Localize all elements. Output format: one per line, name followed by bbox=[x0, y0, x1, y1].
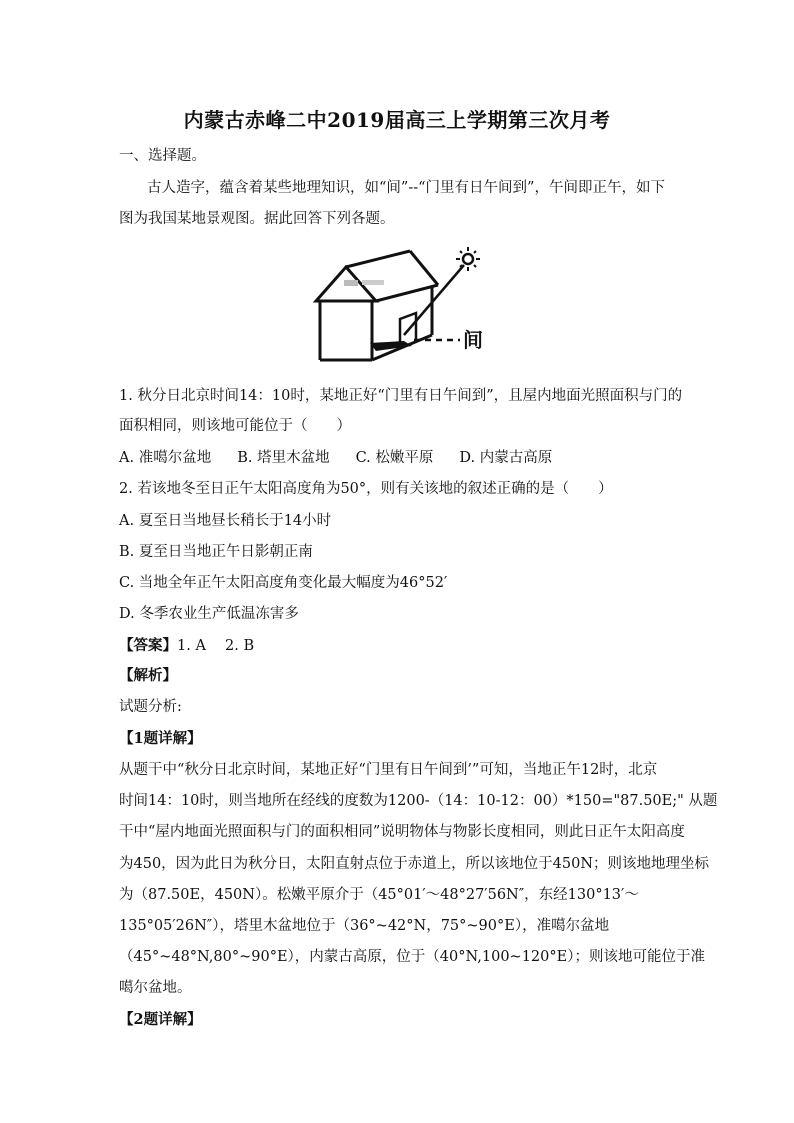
q1-option-c: C. 松嫩平原 bbox=[355, 450, 434, 466]
analysis-label: 【解析】 bbox=[119, 667, 177, 684]
intro-line-2: 图为我国某地景观图。据此回答下列各题。 bbox=[119, 211, 395, 227]
page-title: 内蒙古赤峰二中2019届高三上学期第三次月考 bbox=[183, 108, 611, 132]
q2-option-a: A. 夏至日当地昼长稍长于14小时 bbox=[119, 513, 332, 529]
detail-1-line-7: （45°~48°N,80°~90°E），内蒙古高原，位于（40°N,100~120°E）；则该地可能位于准 bbox=[119, 949, 705, 965]
detail-1-line-5: 为（87.50E，450N）。松嫩平原介于（45°01′～48°27′56N″，东经130°13′～ bbox=[119, 887, 639, 903]
q1-stem-line-1: 1. 秋分日北京时间14：10时，某地正好“门里有日午间到”，且屋内地面光照面积与门的 bbox=[119, 388, 683, 404]
q2-option-d: D. 冬季农业生产低温冻害多 bbox=[119, 606, 299, 622]
q1-option-b: B. 塔里木盆地 bbox=[237, 450, 330, 466]
q1-options bbox=[119, 446, 578, 467]
analysis-subheading: 试题分析: bbox=[119, 699, 182, 715]
detail-1-label: 【1题详解】 bbox=[119, 730, 202, 747]
intro-line-1: 古人造字，蕴含着某些地理知识，如“间”--“门里有日午间到”，午间即正午，如下 bbox=[147, 180, 665, 196]
q2-option-c: C. 当地全年正午太阳高度角变化最大幅度为46°52′ bbox=[119, 575, 448, 591]
q2-stem: 2. 若该地冬至日正午太阳高度角为50°，则有关该地的叙述正确的是（ ） bbox=[119, 481, 613, 497]
q1-option-d: D. 内蒙古高原 bbox=[459, 450, 553, 466]
house-illustration bbox=[300, 243, 500, 368]
answer-text: 1. A 2. B bbox=[177, 638, 255, 654]
detail-1-line-3: 干中“屋内地面光照面积与门的面积相同”说明物体与物影长度相同，则此日正午太阳高度 bbox=[119, 824, 685, 840]
sun-icon bbox=[456, 247, 480, 271]
house-sun-figure bbox=[300, 243, 500, 368]
detail-2-label: 【2题详解】 bbox=[119, 1011, 202, 1028]
q1-option-a: A. 准噶尔盆地 bbox=[119, 450, 212, 466]
detail-1-line-4: 为450，因为此日为秋分日，太阳直射点位于赤道上，所以该地位于450N；则该地地理坐标 bbox=[119, 856, 710, 872]
detail-1-line-2: 时间14：10时，则当地所在经线的度数为1200-（14：10-12：00）*150="87.50E;" 从题 bbox=[119, 793, 718, 809]
detail-1-line-8: 噶尔盆地。 bbox=[119, 980, 192, 996]
q1-stem-line-2: 面积相同，则该地可能位于（ ） bbox=[119, 418, 351, 434]
detail-1-line-1: 从题干中“秋分日北京时间，某地正好“门里有日午间到’”可知，当地正午12时，北京 bbox=[119, 762, 658, 778]
figure-char-label: 间 bbox=[463, 328, 483, 352]
q2-option-b: B. 夏至日当地正午日影朝正南 bbox=[119, 544, 313, 560]
section-heading: 一、选择题。 bbox=[119, 148, 206, 164]
answer-line bbox=[119, 634, 254, 655]
answer-label: 【答案】 bbox=[119, 637, 177, 654]
detail-1-line-6: 135°05′26N″），塔里木盆地位于（36°~42°N，75°~90°E），准噶尔盆地 bbox=[119, 918, 610, 934]
